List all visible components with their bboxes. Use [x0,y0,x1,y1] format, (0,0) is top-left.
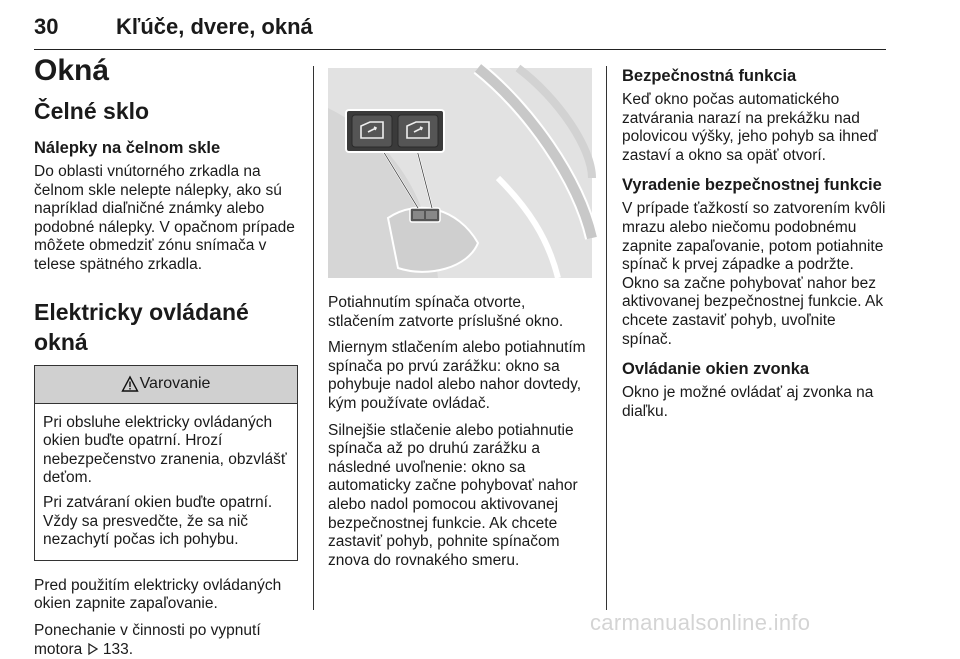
section-heading-power-windows: Elektricky ovládané okná [34,298,249,355]
window-switch-illustration [328,68,592,278]
running-title: Kľúče, dvere, okná [116,14,313,39]
first-detent-paragraph: Miernym stlačením alebo potiahnutím spínača po prvú zarážku: okno sa pohybuje nadol alebo nahor dovtedy, kým používate ovládač. [328,339,586,412]
page-number: 30 [34,14,59,39]
page-reference-link[interactable]: 133. [102,640,134,658]
warning-header [35,366,297,404]
second-detent-paragraph: Silnejšie stlačenie alebo potiahnutie spínača až po druhú zarážku a následné uvoľnenie: okno sa automaticky začne pohybovať nahor alebo nadol pomocou aktivovanej bezpečnostnej funkcie. Ak chcete zastaviť pohyb, pohnite spínačom znova do rovnakého smeru. [328,421,578,569]
heading-override-safety: Vyradenie bezpečnostnej funkcie [622,176,882,195]
heading-remote-operation: Ovládanie okien zvonka [622,360,810,379]
column-middle [328,68,594,570]
column-left [34,52,300,659]
section-heading-windscreen: Čelné sklo [34,98,150,124]
retained-power-text: Ponechanie v činnosti po vypnutí motora [34,621,261,658]
door-panel-drawing [328,68,592,278]
column-right [622,62,888,421]
warning-box [34,365,298,561]
remote-paragraph: Okno je možné ovládať aj zvonka na diaľku. [622,384,874,420]
warning-title: Varovanie [139,375,211,393]
chapter-title: Okná [34,54,110,87]
warning-body [35,404,297,560]
subsection-heading-stickers: Nálepky na čelnom skle [34,139,221,157]
stickers-paragraph: Do oblasti vnútorného zrkadla na čelnom skle nelepte nálepky, ako sú napríklad diaľničné známky alebo podobné nálepky. V opačnom prípade môžete obmedziť zónu snímača v telese spätného zrkadla. [34,163,295,273]
page-reference-arrow-icon [87,643,99,655]
safety-paragraph: Keď okno počas automatického zatvárania narazí na prekážku nad polovicou výšky, jeho pohyb sa ihneď zastaví a okno sa opäť otvorí. [622,91,878,164]
retained-power-paragraph [34,622,300,659]
watermark: carmanualsonline.info [590,610,811,635]
heading-safety-function: Bezpečnostná funkcia [622,67,797,85]
warning-paragraph: Pri obsluhe elektricky ovládaných okien buďte opatrní. Hrozí nebezpečenstvo zranenia, obzvlášť deťom. [43,413,287,487]
warning-paragraph: Pri zatváraní okien buďte opatrní. Vždy sa presvedčte, že sa nič nezachytí počas ich pohybu. [43,493,273,549]
warning-triangle-icon [122,376,138,392]
page-header [34,14,886,50]
column-divider [313,66,314,610]
ignition-paragraph: Pred použitím elektricky ovládaných okien zapnite zapaľovanie. [34,576,282,613]
column-divider [606,66,607,610]
override-paragraph: V prípade ťažkostí so zatvorením kvôli mrazu alebo niečomu podobnému zapnite zapaľovanie, potom potiahnite spínač k prvej západke a podržte. Okno sa začne pohybovať nahor bez aktivovanej bezpečnostnej funkcie. Ak chcete zastaviť pohyb, uvoľnite spínač. [622,200,886,348]
operation-paragraph: Potiahnutím spínača otvorte, stlačením zatvorte príslušné okno. [328,294,564,330]
